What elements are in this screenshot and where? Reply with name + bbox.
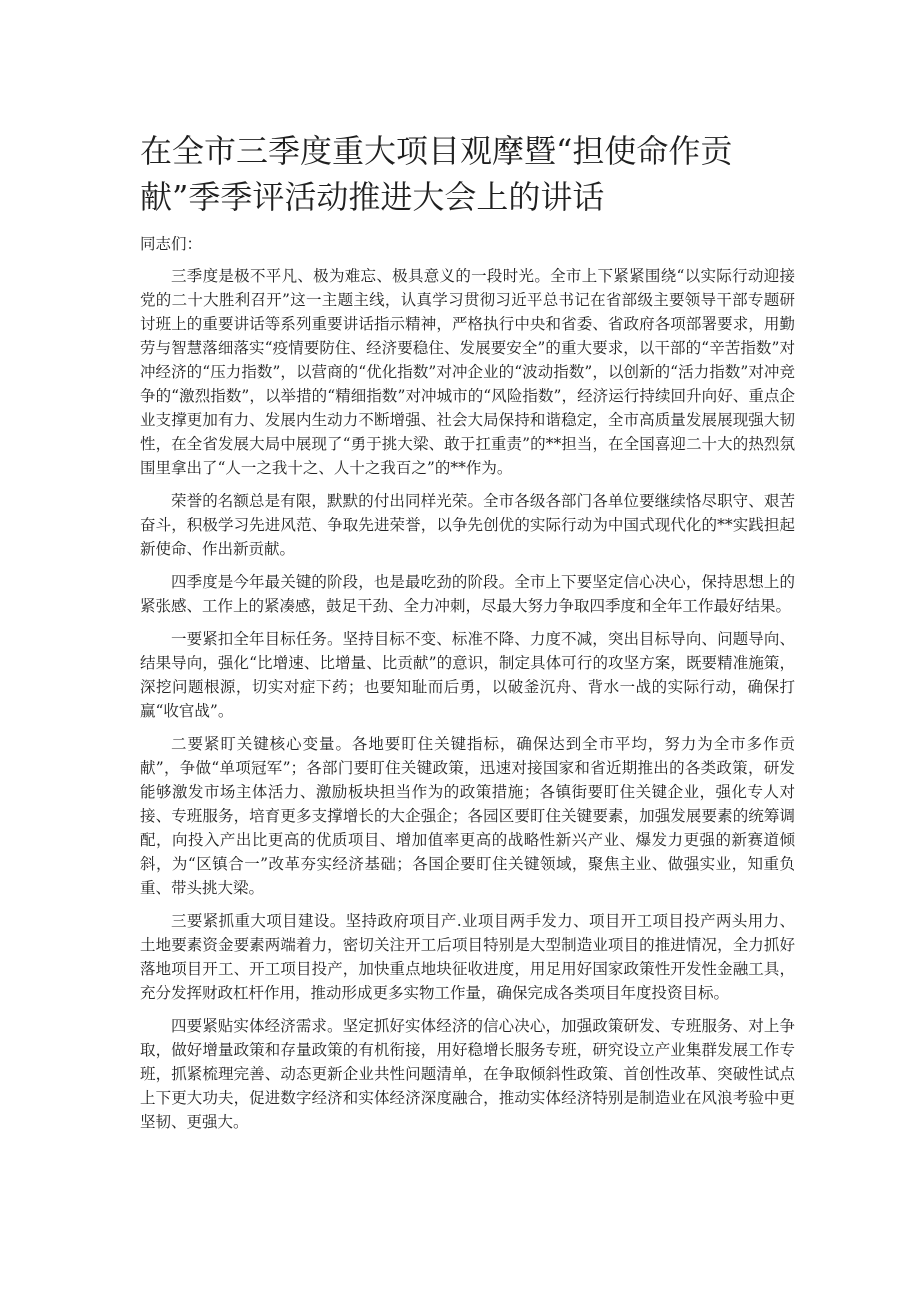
paragraph-honor: 荣誉的名额总是有限，默默的付出同样光荣。全市各级各部门各单位要继续恪尽职守、艰苦奋斗，积极学习先进风范、争取先进荣誉，以争先创优的实际行动为中国式现代化的**实践担起新使命、作出新贡献。	[140, 492, 795, 558]
paragraph-point-one: 一要紧扣全年目标任务。坚持目标不变、标准不降、力度不减，突出目标导向、问题导向、结果导向，强化“比增速、比增量、比贡献”的意识，制定具体可行的攻坚方案，既要精准施策，深挖问题根源，切实对症下药；也要知耻而后勇，以破釜沉舟、背水一战的实际行动，确保打赢“收官战”。	[140, 630, 795, 720]
paragraph-point-two: 二要紧盯关键核心变量。各地要盯住关键指标，确保达到全市平均，努力为全市多作贡献”，争做“单项冠军”；各部门要盯住关键政策，迅速对接国家和省近期推出的各类政策，研发能够激发市场主体活力、激励板块担当作为的政策措施；各镇街要盯住关键企业，强化专人对接、专班服务，培育更多支撑增长的大企强企；各园区要盯住关键要素，加强发展要素的统筹调配，向投入产出比更高的优质项目、增加值率更高的战略性新兴产业、爆发力更强的新赛道倾斜，为“区镇合一”改革夯实经济基础；各国企要盯住关键领域，聚焦主业、做强实业，知重负重、带头挑大梁。	[140, 735, 795, 897]
paragraph-point-four: 四要紧贴实体经济需求。坚定抓好实体经济的信心决心，加强政策研发、专班服务、对上争取，做好增量政策和存量政策的有机衔接，用好稳增长服务专班，研究设立产业集群发展工作专班，抓紧梳理完善、动态更新企业共性问题清单，在争取倾斜性政策、首创性改革、突破性试点上下更大功夫，促进数字经济和实体经济深度融合，推动实体经济特别是制造业在风浪考验中更坚韧、更强大。	[140, 1017, 795, 1131]
document-body	[140, 232, 795, 1143]
paragraph-q4-intro: 四季度是今年最关键的阶段，也是最吃劲的阶段。全市上下要坚定信心决心，保持思想上的紧张感、工作上的紧凑感，鼓足干劲、全力冲刺，尽最大努力争取四季度和全年工作最好结果。	[140, 573, 795, 615]
paragraph-q3-review: 三季度是极不平凡、极为难忘、极具意义的一段时光。全市上下紧紧围绕“以实际行动迎接党的二十大胜利召开”这一主题主线，认真学习贯彻习近平总书记在省部级主要领导干部专题研讨班上的重要讲话等系列重要讲话指示精神，严格执行中央和省委、省政府各项部署要求，用勤劳与智慧落细落实“疫情要防住、经济要稳住、发展要安全”的重大要求，以干部的“辛苦指数”对冲经济的“压力指数”，以营商的“优化指数”对冲企业的“波动指数”，以创新的“活力指数”对冲竞争的“激烈指数”，以举措的“精细指数”对冲城市的“风险指数”，经济运行持续回升向好、重点企业支撑更加有力、发展内生动力不断增强、社会大局保持和谐稳定，全市高质量发展展现强大韧性，在全省发展大局中展现了“勇于挑大梁、敢于扛重责”的**担当，在全国喜迎二十大的热烈氛围里拿出了“人一之我十之、人十之我百之”的**作为。	[140, 267, 795, 477]
document-title: 在全市三季度重大项目观摩暨“担使命作贡献”季季评活动推进大会上的讲话	[140, 132, 733, 216]
paragraph-point-three: 三要紧抓重大项目建设。坚持政府项目产.业项目两手发力、项目开工项目投产两头用力、土地要素资金要素两端着力，密切关注开工后项目特别是大型制造业项目的推进情况，全力抓好落地项目开工、开工项目投产，加快重点地块征收进度，用足用好国家政策性开发性金融工具，充分发挥财政杠杆作用，推动形成更多实物工作量，确保完成各类项目年度投资目标。	[140, 912, 795, 1002]
greeting: 同志们：	[140, 235, 203, 253]
